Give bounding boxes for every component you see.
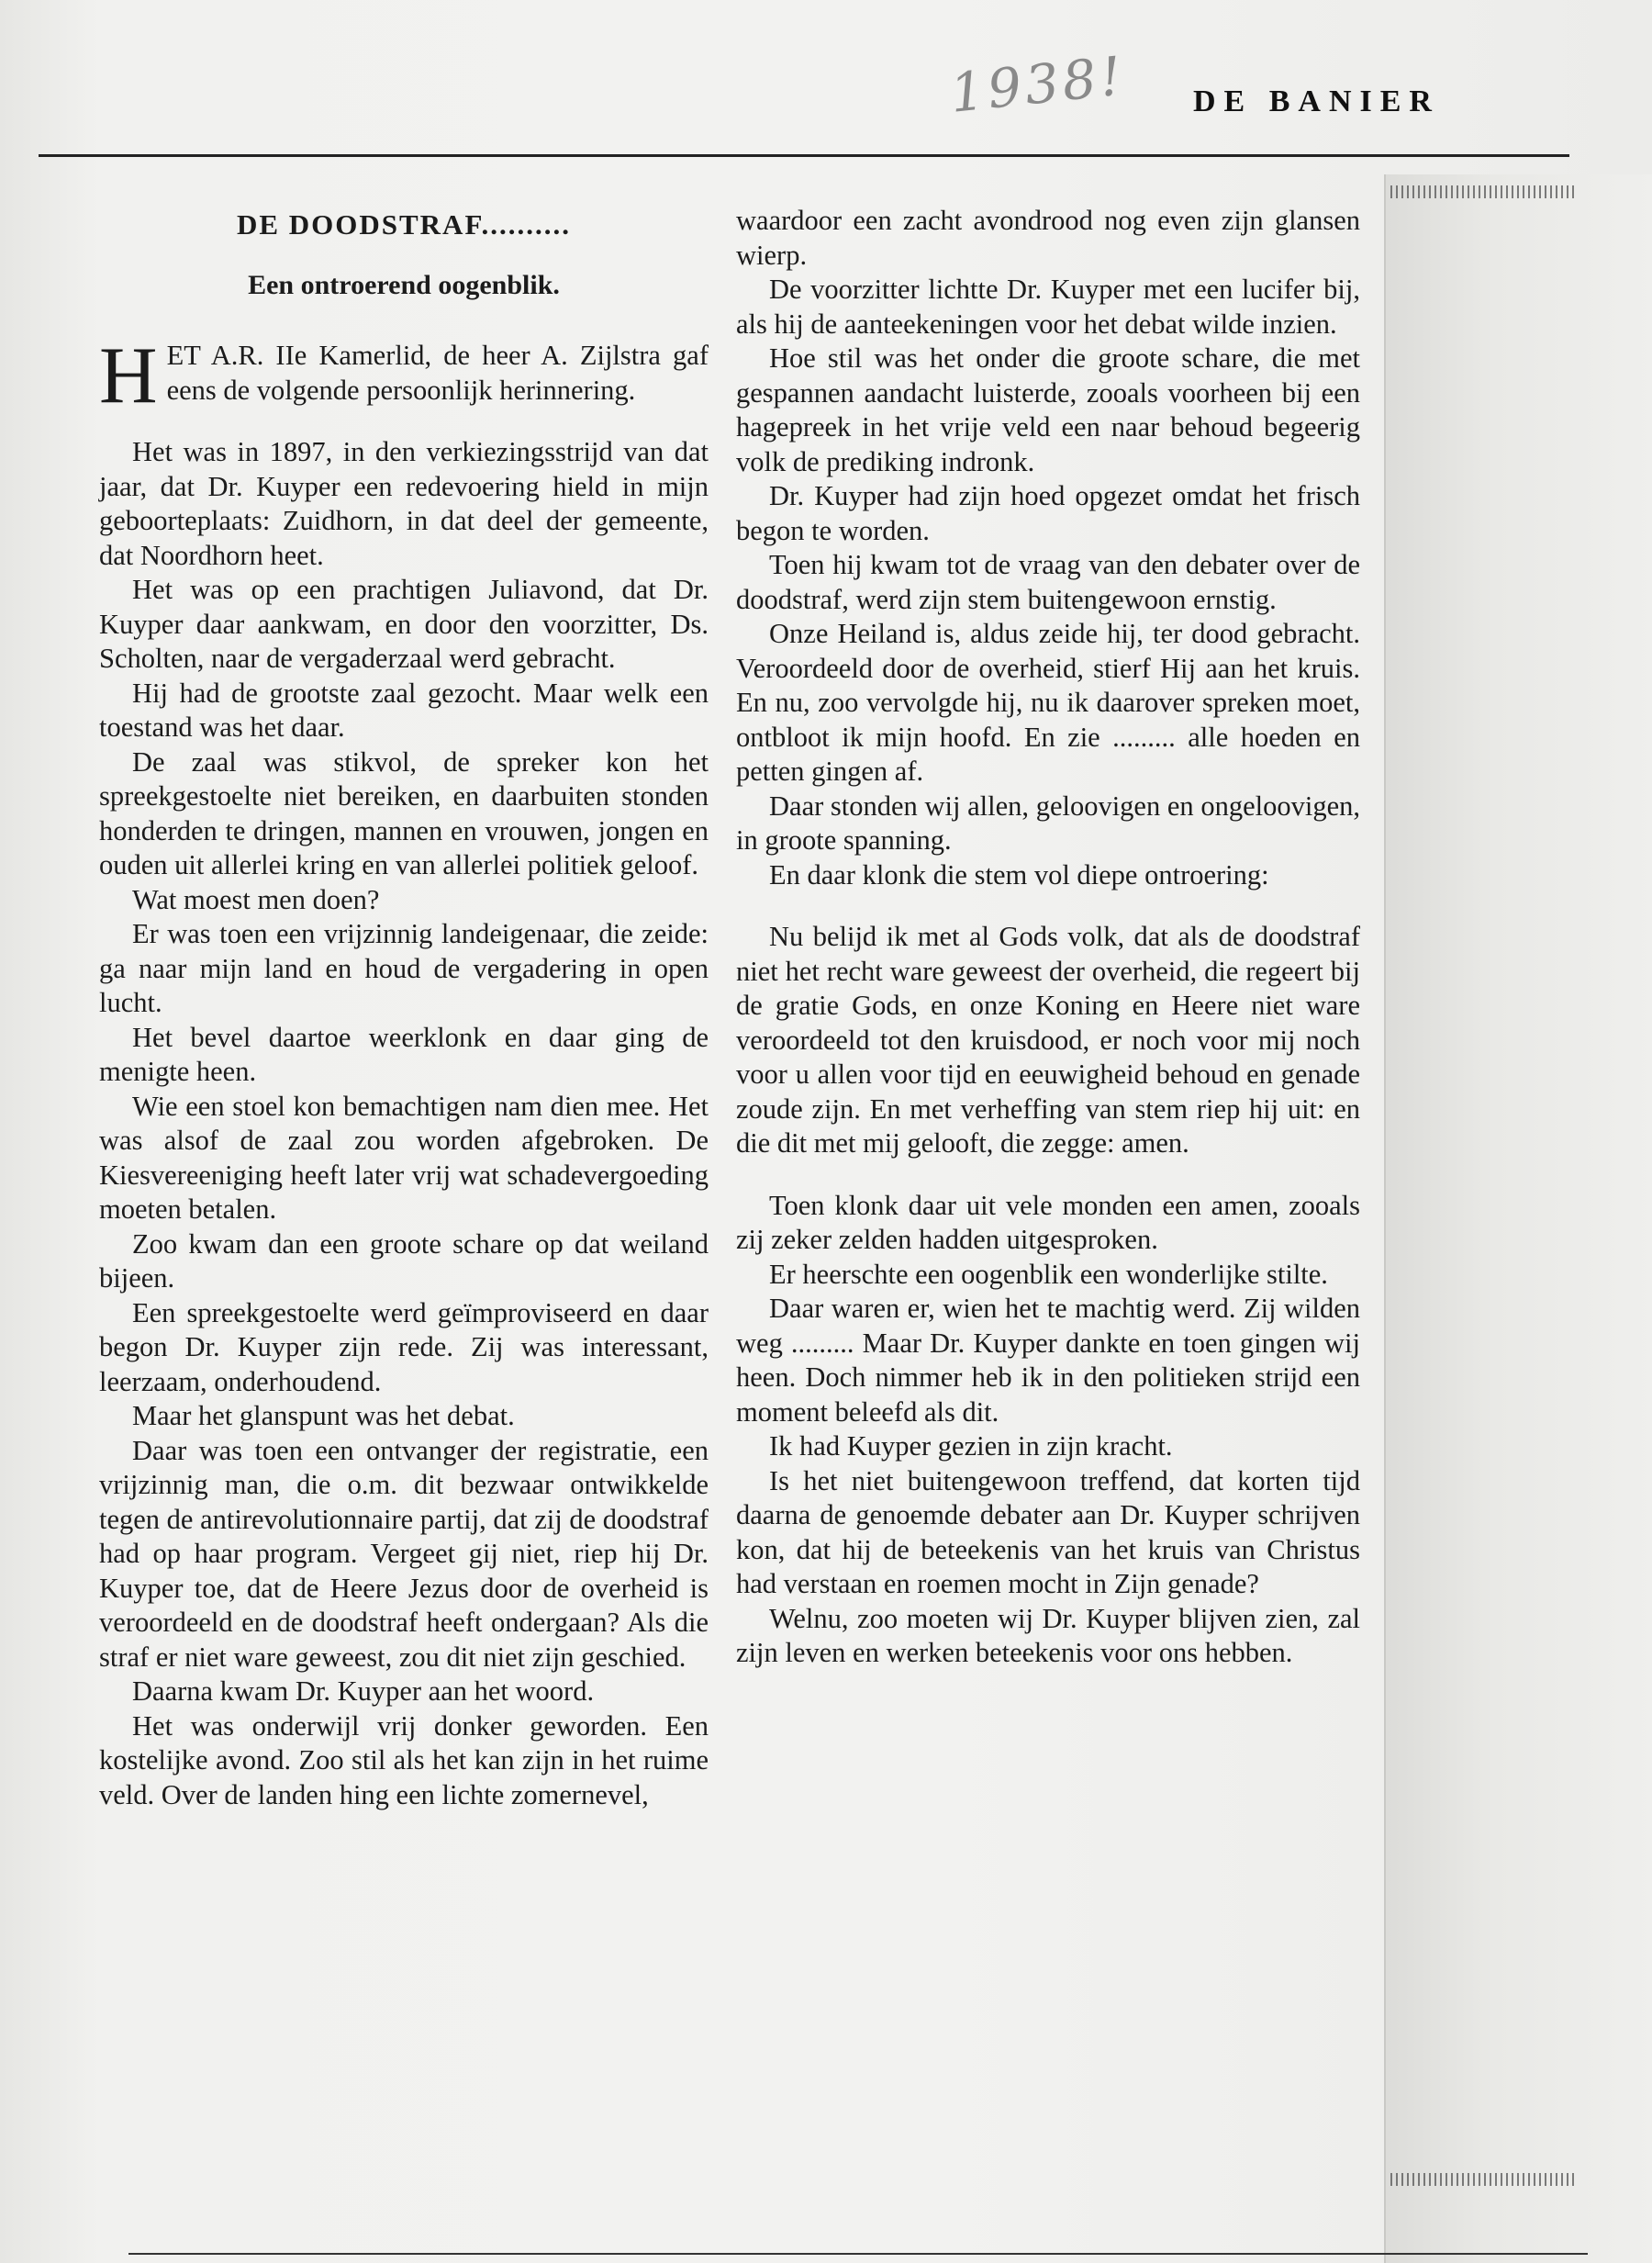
- headline: DE DOODSTRAF..........: [236, 208, 572, 241]
- paragraph: Een spreekgestoelte werd geïmproviseerd en daar begon Dr. Kuyper zijn rede. Zij was interessant, leerzaam, onderhoudend.: [99, 1296, 709, 1397]
- paragraph: Er was toen een vrijzinnig landeigenaar, die zeide: ga naar mijn land en houd de vergadering in open lucht.: [99, 918, 709, 1018]
- quote-paragraph: Nu belijd ik met al Gods volk, dat als de doodstraf niet het recht ware geweest der overheid, die regeert bij de gratie Gods, en onze Koning en Heere niet ware veroordeeld tot den kruisdood, er noch voor mij noch voor u allen voor tijd en eeuwigheid behoud en genade zoude zijn. En met verheffing van stem riep hij uit: en die dit met mij gelooft, die zegge: amen.: [736, 921, 1360, 1159]
- paragraph: Het bevel daartoe weerklonk en daar ging de menigte heen.: [99, 1021, 709, 1087]
- article-column-left: [99, 204, 709, 1812]
- binding-marks-bottom: [1390, 2173, 1574, 2186]
- article-column-right: [736, 204, 1360, 1671]
- intro-text: ET A.R. IIe Kamerlid, de heer A. Zijlstra gaf eens de volgende persoonlijk herinnering.: [166, 340, 709, 406]
- paragraph: Daar stonden wij allen, geloovigen en ongeloovigen, in groote spanning.: [736, 790, 1360, 856]
- paragraph: Toen hij kwam tot de vraag van den debater over de doodstraf, werd zijn stem buitengewoon ernstig.: [736, 549, 1360, 615]
- paragraph: Daar was toen een ontvanger der registratie, een vrijzinnig man, die o.m. dit bezwaar ontwikkelde tegen de antirevolutionnaire partij, dat zij de doodstraf had op haar program. Vergeet gij niet, riep hij Dr. Kuyper toe, dat de Heere Jezus door de overheid is veroordeeld en de doodstraf heeft ondergaan? Als die straf er niet ware geweest, zou dit niet zijn geschied.: [99, 1434, 709, 1673]
- paragraph: Welnu, zoo moeten wij Dr. Kuyper blijven zien, zal zijn leven en werken beteekenis voor ons hebben.: [736, 1602, 1360, 1668]
- paragraph: En daar klonk die stem vol diepe ontroering:: [769, 858, 1269, 891]
- paragraph: Daar waren er, wien het te machtig werd. Zij wilden weg ......... Maar Dr. Kuyper dankte en toen gingen wij heen. Doch nimmer heb ik in den politieken strijd een moment beleefd als dit.: [736, 1293, 1360, 1428]
- adjacent-page-strip: [1384, 174, 1652, 2263]
- paragraph: Het was onderwijl vrij donker geworden. Een kostelijke avond. Zoo stil als het kan zijn in het ruime veld. Over de landen hing een lichte zomernevel,: [99, 1709, 709, 1810]
- drop-cap: H: [99, 331, 158, 420]
- paragraph: Zoo kwam dan een groote schare op dat weiland bijeen.: [99, 1227, 709, 1294]
- handwritten-date: 1938!: [946, 44, 1128, 125]
- paragraph: De zaal was stikvol, de spreker kon het spreekgestoelte niet bereiken, en daarbuiten stonden honderden te dringen, mannen en vrouwen, jongen en ouden uit allerlei kring en van allerlei politiek geloof.: [99, 745, 709, 880]
- binding-marks-top: [1390, 185, 1574, 198]
- paragraph: Daarna kwam Dr. Kuyper aan het woord.: [132, 1675, 595, 1707]
- paragraph: Dr. Kuyper had zijn hoed opgezet omdat het frisch begon te worden.: [736, 480, 1360, 546]
- bottom-rule: [128, 2253, 1588, 2255]
- intro-paragraph: [99, 331, 709, 420]
- paragraph: Maar het glanspunt was het debat.: [132, 1400, 515, 1431]
- paragraph: Hoe stil was het onder die groote schare, die met gespannen aandacht luisterde, zooals voorheen bij een hagepreek in het vrije veld een naar behoud begeerig volk de prediking indronk.: [736, 342, 1360, 477]
- subheadline: Een ontroerend oogenblik.: [248, 269, 560, 300]
- paragraph: Het was op een prachtigen Juliavond, dat Dr. Kuyper daar aankwam, en door den voorzitter, Ds. Scholten, naar de vergaderzaal werd gebracht.: [99, 574, 709, 674]
- paragraph: Wie een stoel kon bemachtigen nam dien mee. Het was alsof de zaal zou worden afgebroken. De Kiesvereeniging heeft later vrij wat schadevergoeding moeten betalen.: [99, 1090, 709, 1225]
- paragraph: Wat moest men doen?: [132, 883, 380, 915]
- paragraph: waardoor een zacht avondrood nog even zijn glansen wierp.: [736, 205, 1360, 271]
- paragraph: Er heerschte een oogenblik een wonderlijke stilte.: [769, 1258, 1328, 1290]
- paragraph: De voorzitter lichtte Dr. Kuyper met een lucifer bij, als hij de aanteekeningen voor het debat wilde inzien.: [736, 274, 1360, 340]
- paragraph: Toen klonk daar uit vele monden een amen, zooals zij zeker zelden hadden uitgesproken.: [736, 1189, 1360, 1255]
- top-rule: [39, 154, 1569, 157]
- paragraph: Is het niet buitengewoon treffend, dat korten tijd daarna de genoemde debater aan Dr. Kuyper schrijven kon, dat hij de beteekenis van het kruis van Christus had verstaan en roemen mocht in Zijn genade?: [736, 1464, 1360, 1599]
- masthead: DE BANIER: [1193, 84, 1440, 118]
- paragraph: Ik had Kuyper gezien in zijn kracht.: [769, 1430, 1173, 1462]
- paragraph: Onze Heiland is, aldus zeide hij, ter dood gebracht. Veroordeeld door de overheid, stierf Hij aan het kruis. En nu, zoo vervolgde hij, nu ik daarover spreken moet, ontbloot ik mijn hoofd. En zie ......... alle hoeden en petten gingen af.: [736, 618, 1360, 787]
- paragraph: Het was in 1897, in den verkiezingsstrijd van dat jaar, dat Dr. Kuyper een redevoering hield in mijn geboorteplaats: Zuidhorn, in dat deel der gemeente, dat Noordhorn heet.: [99, 436, 709, 571]
- paragraph: Hij had de grootste zaal gezocht. Maar welk een toestand was het daar.: [99, 677, 709, 743]
